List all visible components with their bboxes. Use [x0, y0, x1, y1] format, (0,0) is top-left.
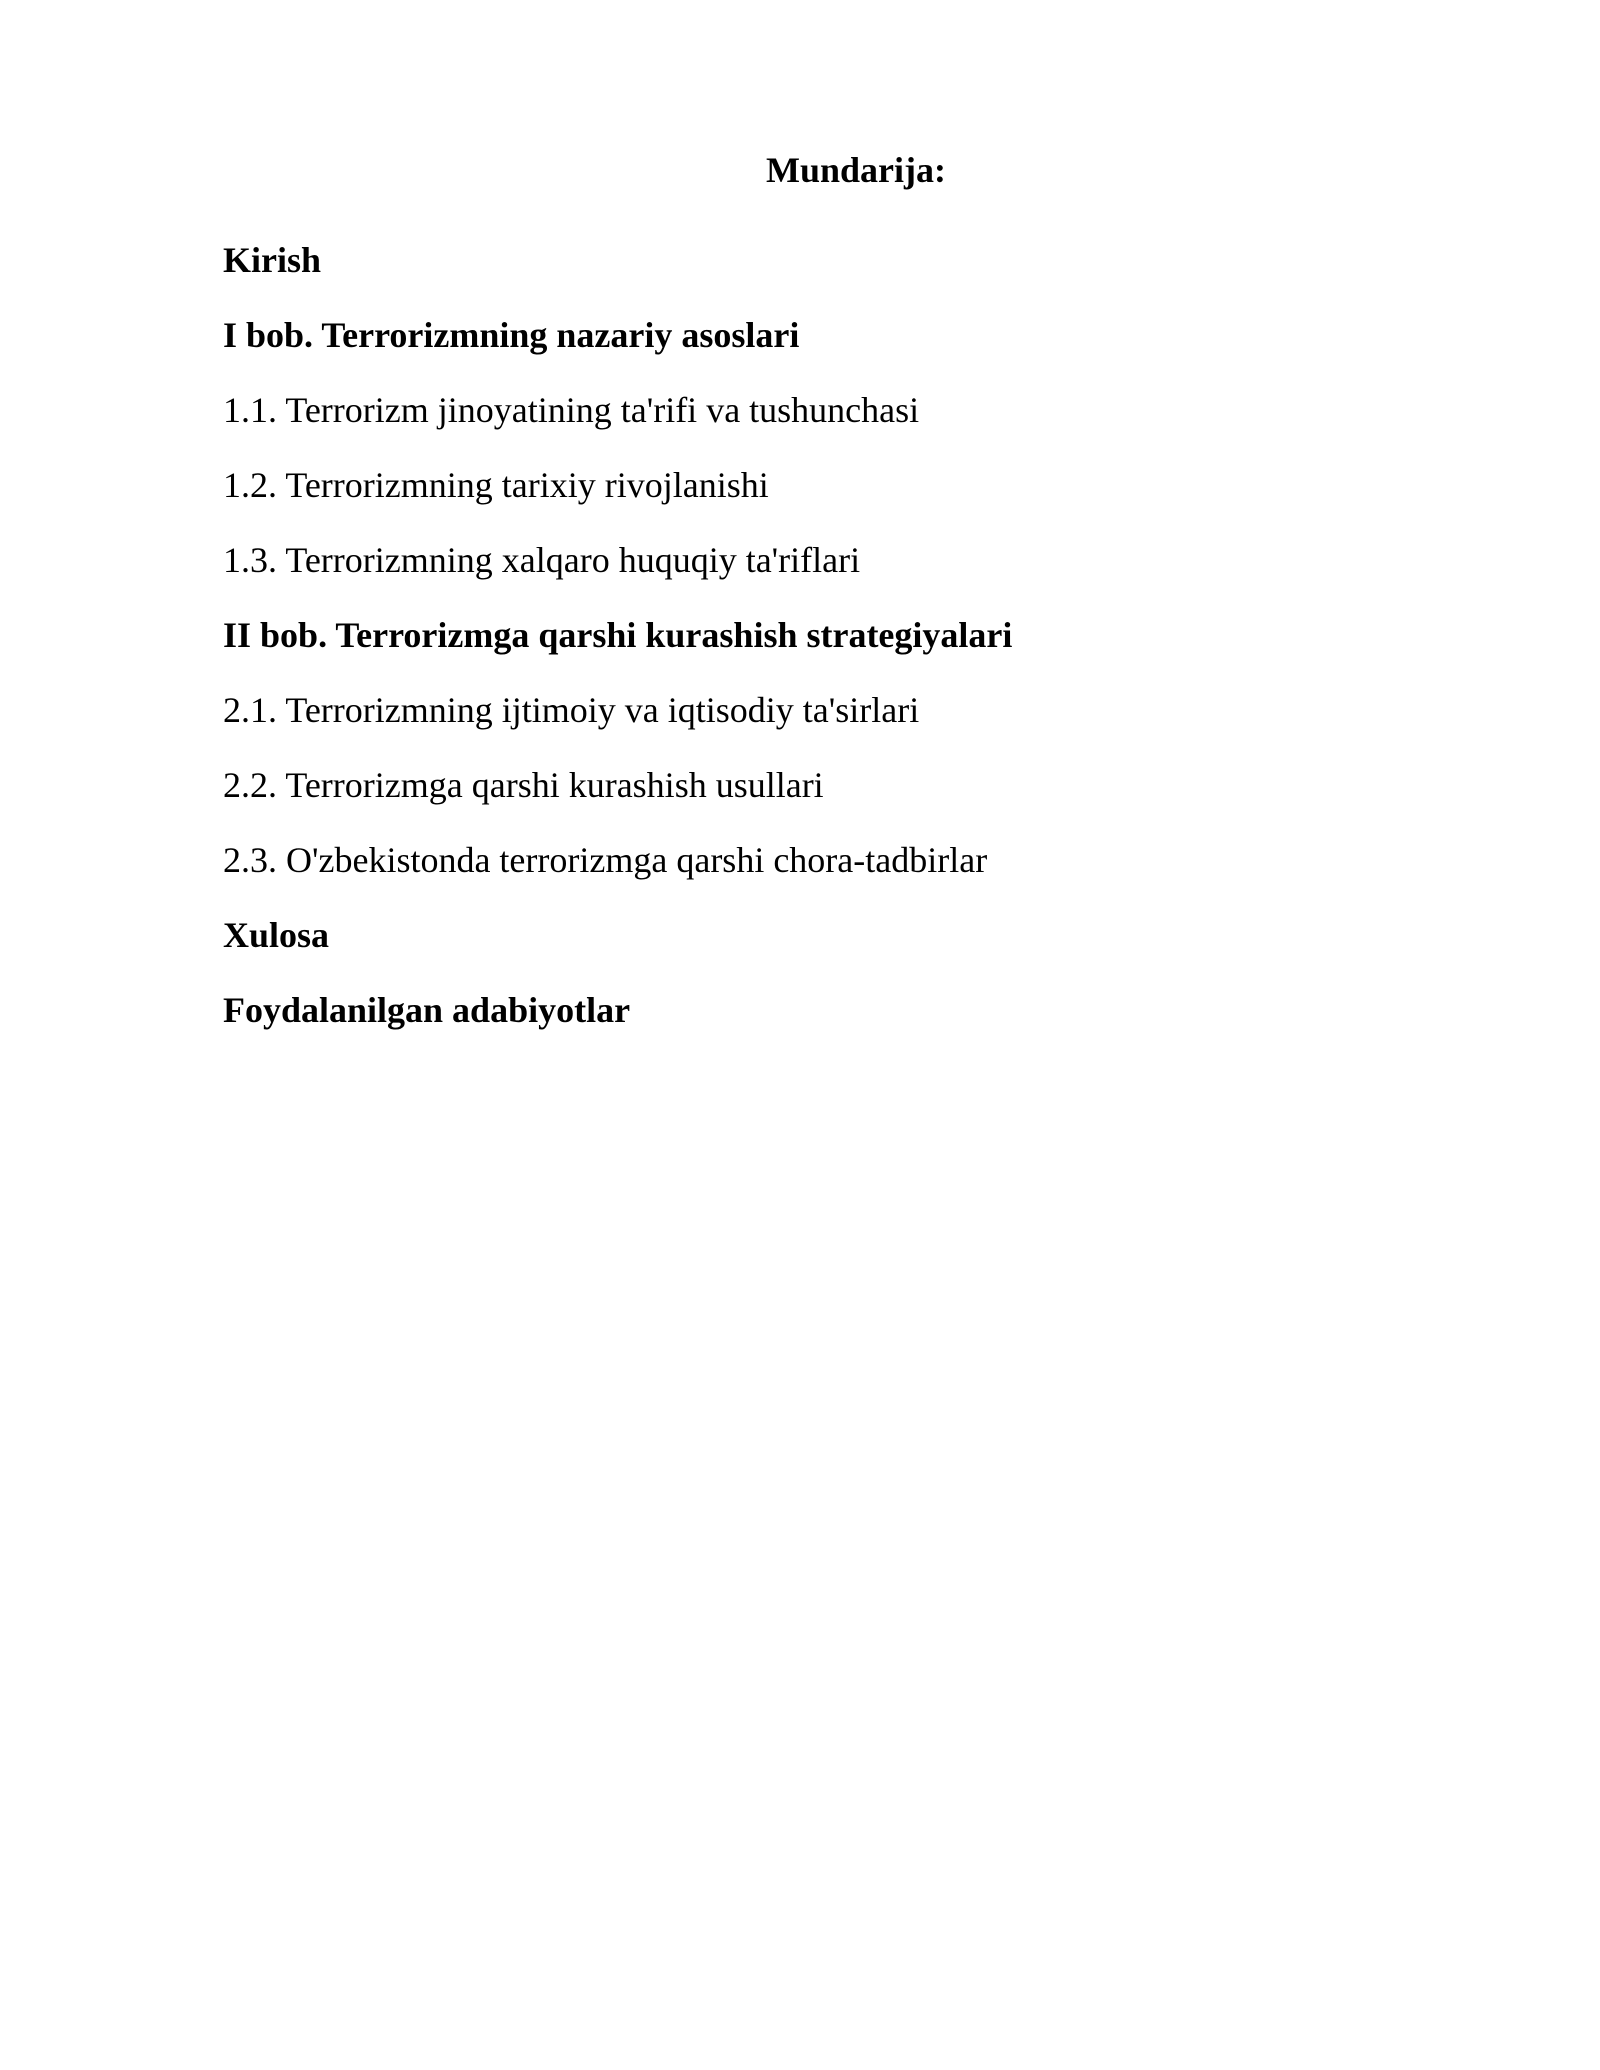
toc-entry-xulosa: Xulosa — [223, 915, 330, 955]
toc-section-1-3: 1.3. Terrorizmning xalqaro huquqiy ta'riflari — [223, 540, 861, 580]
toc-chapter-2: II bob. Terrorizmga qarshi kurashish strategiyalari — [223, 615, 1013, 655]
toc-section-1-2: 1.2. Terrorizmning tarixiy rivojlanishi — [223, 465, 769, 505]
toc-section-2-2: 2.2. Terrorizmga qarshi kurashish usullari — [223, 765, 824, 805]
toc-chapter-1: I bob. Terrorizmning nazariy asoslari — [223, 315, 800, 355]
toc-title: Mundarija: — [766, 150, 946, 190]
toc-section-2-3: 2.3. O'zbekistonda terrorizmga qarshi chora-tadbirlar — [223, 840, 988, 880]
toc-section-2-1: 2.1. Terrorizmning ijtimoiy va iqtisodiy ta'sirlari — [223, 690, 920, 730]
toc-entry-bibliography: Foydalanilgan adabiyotlar — [223, 990, 631, 1030]
toc-list — [223, 236, 1012, 1061]
toc-entry-kirish: Kirish — [223, 240, 322, 280]
toc-section-1-1: 1.1. Terrorizm jinoyatining ta'rifi va tushunchasi — [223, 390, 920, 430]
